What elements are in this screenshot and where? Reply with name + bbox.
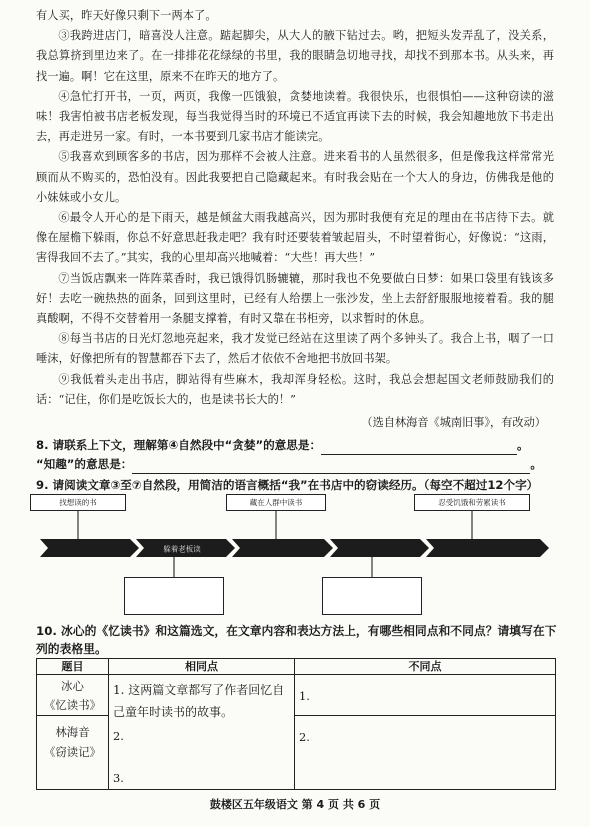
passage-paragraph-8: ⑧每当书店的日光灯忽地亮起来，我才发觉已经站在这里读了两个多钟头了。我合上书，咽了一口唾沫，好像把所有的智慧都吞下去了，然后才依依不舍地把书放回书架。 — [36, 332, 554, 366]
table-header-same: 相同点 — [109, 659, 295, 675]
diagram-box-1-label: 找想读的书 — [59, 498, 97, 507]
passage-paragraph-5: ⑤我喜欢到顾客多的书店，因为那样不会被人注意。进来看书的人虽然很多，但是像我这样常常光顾而从不购买的，恐怕没有。因此我要把自己隐藏起来。有时我会贴在一个大人的身边，仿佛我是他的小妹妹或小女儿。 — [36, 150, 554, 204]
answer-blank-tanlan[interactable] — [321, 441, 517, 455]
diagram-connectors — [0, 480, 590, 620]
passage-paragraph-6: ⑥最令人开心的是下雨天，越是倾盆大雨我越高兴，因为那时我便有充足的理由在书店待下去。就像在屋檐下躲雨，你总不好意思赶我走吧？我有时还要装着皱起眉头，不时望着街心，好像说：“这雨，害得我回不去了。”其实，我的心里却高兴地喊着：“大些！再大些！” — [36, 211, 554, 265]
diff-point-1: 1. — [299, 689, 310, 703]
diagram-arrow-band — [40, 539, 549, 557]
question-8-end2: 。 — [530, 457, 543, 472]
answer-blank-zhiqu[interactable] — [132, 460, 530, 474]
question-10-prompt: 10. 冰心的《忆读书》和这篇选文，在文章内容和表达方法上，有哪些相同点和不同点？请填写在下列的表格里。 — [36, 624, 557, 656]
row-2-book: 《窃读记》 — [44, 745, 101, 759]
arrow-segment-5 — [426, 539, 549, 557]
arrow-segment-1 — [40, 539, 139, 557]
passage-paragraph-7: ⑦当饭店飘来一阵阵菜香时，我已饿得饥肠辘辘，那时我也不免要做白日梦：如果口袋里有钱该多好！去吃一碗热热的面条，回到这里时，已经有人给摆上一张沙发，坐上去舒舒服服地接着看。我的腿真酸啊，不得不交替着用一条腿支撑着，有时又靠在书柜旁，以求暂时的休息。 — [36, 271, 554, 326]
table-header-title: 题目 — [37, 659, 109, 675]
arrow-segment-2-label: 躲着老板读 — [163, 544, 201, 554]
passage-source: （选自林海音《城南旧事》，有改动） — [361, 416, 546, 430]
table-cell-diff-1[interactable] — [295, 675, 556, 716]
question-8 — [36, 436, 554, 474]
page-footer: 鼓楼区五年级语文 第 4 页 共 6 页 — [209, 798, 381, 811]
same-point-3: 3. — [113, 771, 124, 785]
table-cell-diff-2[interactable] — [295, 716, 556, 790]
table-row-1-title — [37, 675, 109, 716]
arrow-segment-3 — [232, 539, 333, 557]
passage-paragraph-4: ④急忙打开书，一页，两页，我像一匹饿狼，贪婪地读着。我很快乐，也很惧怕——这种窃读的滋味！我害怕被书店老板发现，每当我觉得当时的环境已不适宜再读下去的时候，我会知趣地放下书走出去，再走进另一家。有时，一本书要到几家书店才能读完。 — [36, 89, 554, 144]
row-2-author: 林海音 — [55, 725, 90, 739]
table-row-2-title — [37, 716, 109, 790]
passage-paragraph-0: 有人买，昨天好像只剩下一两本了。 — [36, 9, 217, 22]
arrow-segment-4 — [330, 539, 429, 557]
question-8-prompt-2: “知趣”的意思是： — [36, 457, 133, 472]
passage-paragraph-9: ⑨我低着头走出书店，脚站得有些麻木，我却浑身轻松。这时，我总会想起国文老师鼓励我们的话：“记住，你们是吃饭长大的，也是读书长大的！” — [36, 372, 554, 406]
diagram-box-3-label: 忍受饥饿和劳累读书 — [438, 498, 506, 507]
question-8-prompt: 8. 请联系上下文，理解第④自然段中“贪婪”的意思是： — [36, 438, 322, 453]
comparison-table — [36, 658, 556, 790]
table-cell-same[interactable] — [109, 675, 295, 790]
same-point-1: 1. 这两篇文章都写了作者回忆自己童年时读书的故事。 — [113, 683, 285, 719]
question-9-prompt: 9. 请阅读文章③至⑦自然段，用简洁的语言概括“我”在书店中的窃读经历。（每空不超过12个字） — [36, 478, 539, 493]
table-header-diff: 不同点 — [295, 659, 556, 675]
same-point-2: 2. — [113, 729, 124, 743]
diff-point-2: 2. — [299, 730, 310, 744]
row-1-author: 冰心 — [61, 679, 84, 693]
row-1-book: 《忆读书》 — [44, 698, 101, 712]
passage-paragraph-3: ③我跨进店门，暗喜没人注意。踮起脚尖，从大人的腋下钻过去。哟，把短头发弄乱了，没关系，我总算挤到里边来了。在一排排花花绿绿的书里，我的眼睛急切地寻找，却找不到那本书。从头来，再找一遍。啊！它在这里，原来不在昨天的地方了。 — [36, 29, 554, 83]
diagram-box-2-label: 藏在人群中读书 — [249, 498, 303, 507]
question-10 — [36, 622, 566, 658]
question-8-end1: 。 — [517, 438, 529, 453]
